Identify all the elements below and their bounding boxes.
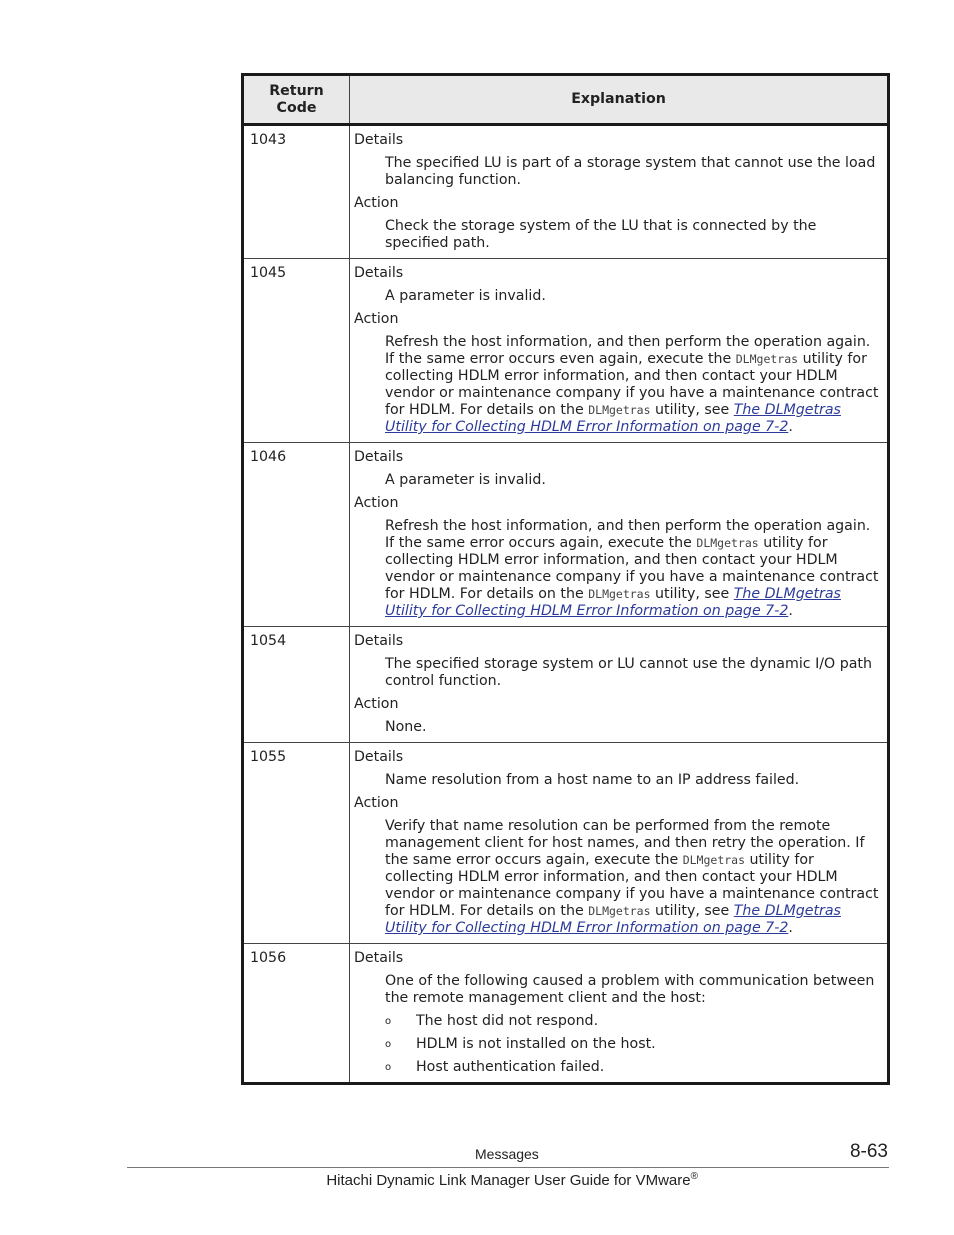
circle-bullet-icon: o <box>385 1039 392 1050</box>
return-code: 1046 <box>243 443 350 627</box>
header-return-code: Return Code <box>243 75 350 125</box>
list-item-text: Host authentication failed. <box>416 1059 605 1075</box>
action-text <box>385 518 882 620</box>
command-name: DLMgetras <box>588 587 651 601</box>
return-code-table <box>241 73 890 1085</box>
list-item <box>385 1013 882 1030</box>
circle-bullet-icon: o <box>385 1062 392 1073</box>
command-name: DLMgetras <box>588 403 651 417</box>
return-code: 1056 <box>243 944 350 1084</box>
command-name: DLMgetras <box>696 536 759 550</box>
action-text <box>385 818 882 937</box>
page-number: 8-63 <box>849 1141 888 1162</box>
details-label: Details <box>354 950 404 966</box>
footer-document-title <box>326 1171 698 1189</box>
dlmgetras-reference-link[interactable]: The DLMgetras Utility for Collecting HDLM Error Information on page 7-2 <box>385 586 841 619</box>
action-text-end: . <box>788 419 793 435</box>
table-row <box>243 627 889 743</box>
action-text-part: utility, see <box>650 402 734 418</box>
details-text: The specified storage system or LU cannot use the dynamic I/O path control function. <box>385 656 872 689</box>
command-name: DLMgetras <box>588 904 651 918</box>
action-text <box>385 334 882 436</box>
explanation <box>350 627 889 743</box>
details-label: Details <box>354 132 404 148</box>
action-text: None. <box>385 719 427 735</box>
action-text-part: utility, see <box>650 586 734 602</box>
explanation <box>350 125 889 259</box>
action-text-part: utility for collecting HDLM error information, and then contact your HDLM vendor or maintenance company if you have a maintenance contract for HDLM. For details on the <box>385 852 879 919</box>
details-text: A parameter is invalid. <box>385 472 546 488</box>
explanation <box>350 944 889 1084</box>
return-code: 1055 <box>243 743 350 944</box>
footer-divider <box>127 1167 889 1168</box>
table-row <box>243 125 889 259</box>
table-row <box>243 443 889 627</box>
table-header-row <box>243 75 889 125</box>
action-text: Check the storage system of the LU that is connected by the specified path. <box>385 218 817 251</box>
footer-section-name: Messages <box>475 1146 539 1162</box>
explanation <box>350 259 889 443</box>
list-item-text: HDLM is not installed on the host. <box>416 1036 656 1052</box>
return-code: 1045 <box>243 259 350 443</box>
details-label: Details <box>354 749 404 765</box>
details-text: The specified LU is part of a storage system that cannot use the load balancing function. <box>385 155 876 188</box>
details-text: A parameter is invalid. <box>385 288 546 304</box>
list-item <box>385 1036 882 1053</box>
return-code: 1054 <box>243 627 350 743</box>
action-label: Action <box>354 696 399 712</box>
dlmgetras-reference-link[interactable]: The DLMgetras Utility for Collecting HDLM Error Information on page 7-2 <box>385 903 841 936</box>
action-text-part: Verify that name resolution can be performed from the remote management client for host names, and then retry the operation. If the same error occurs again, execute the <box>385 818 865 868</box>
registered-mark: ® <box>690 1171 698 1182</box>
command-name: DLMgetras <box>682 853 746 867</box>
action-label: Action <box>354 795 399 811</box>
action-label: Action <box>354 311 399 327</box>
details-label: Details <box>354 449 404 465</box>
dlmgetras-reference-link[interactable]: The DLMgetras Utility for Collecting HDLM Error Information on page 7-2 <box>385 402 841 435</box>
explanation <box>350 443 889 627</box>
table-row <box>243 944 889 1084</box>
cause-list <box>385 1013 882 1076</box>
action-text-end: . <box>788 920 793 936</box>
action-text-part: Refresh the host information, and then perform the operation again. If the same error occurs even again, execute the <box>385 334 871 367</box>
action-label: Action <box>354 195 399 211</box>
header-explanation: Explanation <box>350 75 889 125</box>
circle-bullet-icon: o <box>385 1016 392 1027</box>
action-text-part: utility for collecting HDLM error information, and then contact your HDLM vendor or maintenance company if you have a maintenance contract for HDLM. For details on the <box>385 351 879 418</box>
explanation <box>350 743 889 944</box>
list-item <box>385 1059 882 1076</box>
action-label: Action <box>354 495 399 511</box>
action-text-end: . <box>788 603 793 619</box>
command-name: DLMgetras <box>735 352 799 366</box>
details-text: Name resolution from a host name to an IP address failed. <box>385 772 800 788</box>
table-row <box>243 259 889 443</box>
footer-title-text: Hitachi Dynamic Link Manager User Guide for VMware <box>326 1172 691 1189</box>
table-row <box>243 743 889 944</box>
list-item-text: The host did not respond. <box>416 1013 599 1029</box>
action-text-part: utility, see <box>650 903 734 919</box>
details-label: Details <box>354 633 404 649</box>
return-code: 1043 <box>243 125 350 259</box>
details-text: One of the following caused a problem with communication between the remote management client and the host: <box>385 973 875 1006</box>
action-text-part: Refresh the host information, and then perform the operation again. If the same error occurs again, execute the <box>385 518 871 551</box>
details-label: Details <box>354 265 404 281</box>
action-text-part: utility for collecting HDLM error information, and then contact your HDLM vendor or maintenance company if you have a maintenance contract for HDLM. For details on the <box>385 535 879 602</box>
